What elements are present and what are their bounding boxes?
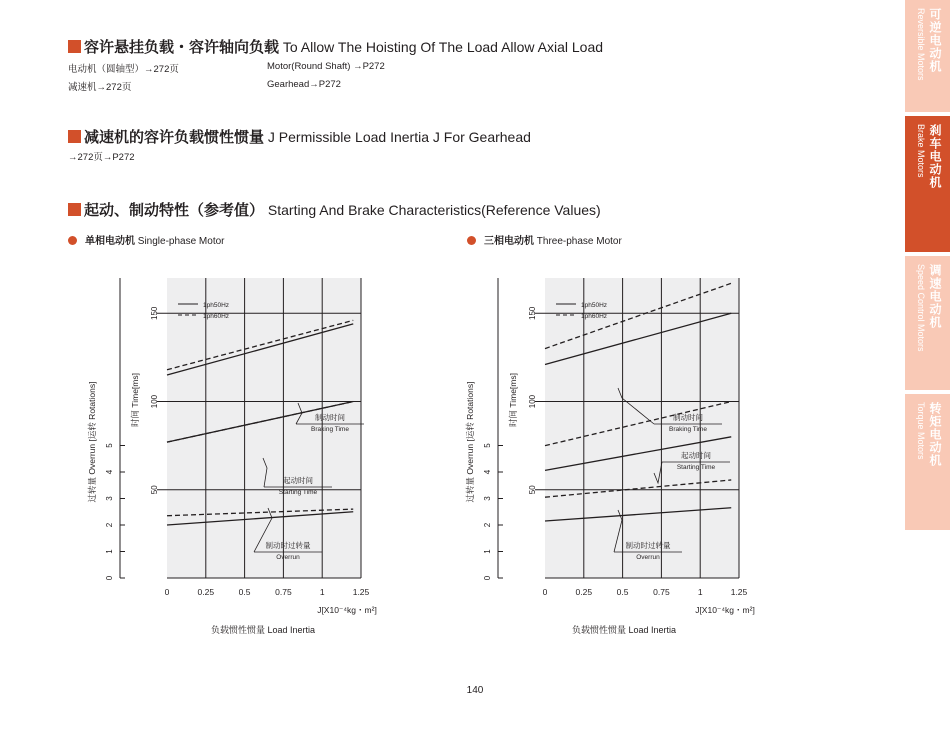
y-tick-label-time: 50 xyxy=(150,485,159,495)
y-tick-label-rotations: 3 xyxy=(483,496,492,501)
plot-area xyxy=(545,278,739,578)
annotation-braking-time-en: Braking Time xyxy=(669,426,707,433)
bullet-dot-icon xyxy=(467,236,476,245)
chart-three-svg xyxy=(458,270,808,650)
annotation-starting-time-cn: 起动时间 xyxy=(283,476,313,485)
x-tick-label: 0.5 xyxy=(238,587,251,597)
side-tab-torque[interactable]: 转矩电动机 Torque Motors xyxy=(905,394,950,530)
x-tick-label: 0.75 xyxy=(653,587,670,597)
x-tick-label: 1.25 xyxy=(352,587,370,597)
ref-motor-cn: 电动机（圆轴型）→272页 xyxy=(68,64,179,75)
x-tick-label: 0.25 xyxy=(575,587,593,597)
y-tick-label-rotations: 1 xyxy=(483,549,492,554)
y-tick-label-time: 100 xyxy=(528,394,537,409)
y-axis-title-time: 时间 Time[ms] xyxy=(130,373,140,427)
side-tab-brake[interactable]: 刹车电动机 Brake Motors xyxy=(905,116,950,252)
x-axis-title: 负载惯性惯量 Load Inertia xyxy=(571,625,677,635)
single-phase-label: 单相电动机 Single-phase Motor xyxy=(68,232,225,247)
x-tick-label: 0 xyxy=(542,587,548,597)
y-tick-label-rotations: 1 xyxy=(105,549,114,554)
side-tab-reversible[interactable]: 可逆电动机 Reversible Motors xyxy=(905,0,950,112)
side-tab-speed-control[interactable]: 调速电动机 Speed Control Motors xyxy=(905,256,950,390)
legend-label-50hz: 1ph50Hz xyxy=(203,302,230,309)
ref-inertia: →272页→P272 xyxy=(68,152,135,163)
x-tick-label: 0.25 xyxy=(197,587,215,597)
ref-gearhead-en: Gearhead→P272 xyxy=(267,79,341,90)
section-title-load: 容许悬挂负载・容许轴向负载 To Allow The Hoisting Of The Load Allow Axial Load xyxy=(68,36,603,57)
three-phase-label: 三相电动机 Three-phase Motor xyxy=(467,232,622,247)
x-tick-label: 0 xyxy=(164,587,170,597)
x-tick-label: 1.25 xyxy=(730,587,748,597)
legend-label-60hz: 1ph60Hz xyxy=(581,313,608,320)
page-number: 140 xyxy=(466,685,484,696)
chart-three-phase xyxy=(458,270,808,650)
annotation-starting-time-cn: 起动时间 xyxy=(681,451,711,460)
x-tick-label: 1 xyxy=(697,587,703,597)
chart-single-svg xyxy=(80,270,430,650)
x-axis-title: 负载惯性惯量 Load Inertia xyxy=(210,625,316,635)
y-tick-label-rotations: 0 xyxy=(483,575,492,581)
chart-single-phase xyxy=(80,270,430,650)
y-tick-label-rotations: 3 xyxy=(105,496,114,501)
y-axis-title-rotations: 过转量 Overrun [运转 Rotations] xyxy=(465,381,475,503)
y-tick-label-rotations: 0 xyxy=(105,575,114,581)
y-axis-title-rotations: 过转量 Overrun [运转 Rotations] xyxy=(87,381,97,503)
legend-label-60hz: 1ph60Hz xyxy=(203,313,230,320)
x-axis-unit: J[X10⁻⁴kg・m²] xyxy=(317,605,377,615)
y-tick-label-time: 100 xyxy=(150,394,159,409)
y-tick-label-time: 150 xyxy=(528,306,537,320)
annotation-overrun-cn: 制动时过转量 xyxy=(265,541,311,550)
ref-gearhead-cn: 减速机→272页 xyxy=(68,82,132,93)
orange-square-icon xyxy=(68,203,81,216)
annotation-braking-time-cn: 制动时间 xyxy=(673,413,703,422)
y-tick-label-rotations: 4 xyxy=(483,469,492,475)
y-tick-label-rotations: 2 xyxy=(105,522,114,528)
annotation-overrun-cn: 制动时过转量 xyxy=(625,541,671,550)
x-tick-label: 1 xyxy=(319,587,325,597)
legend-label-50hz: 1ph50Hz xyxy=(581,302,608,309)
y-tick-label-rotations: 5 xyxy=(483,443,492,448)
annotation-overrun-en: Overrun xyxy=(276,554,300,561)
y-tick-label-rotations: 4 xyxy=(105,469,114,475)
x-axis-unit: J[X10⁻⁴kg・m²] xyxy=(695,605,755,615)
annotation-overrun-en: Overrun xyxy=(636,554,660,561)
orange-square-icon xyxy=(68,130,81,143)
x-tick-label: 0.5 xyxy=(616,587,629,597)
y-axis-title-time: 时间 Time[ms] xyxy=(508,373,518,427)
annotation-braking-time-cn: 制动时间 xyxy=(315,413,345,422)
bullet-dot-icon xyxy=(68,236,77,245)
section-title-starting: 起动、制动特性（参考值） Starting And Brake Characteristics(Reference Values) xyxy=(68,199,601,220)
annotation-starting-time-en: Starting Time xyxy=(278,489,318,496)
y-tick-label-time: 150 xyxy=(150,306,159,320)
ref-motor-en: Motor(Round Shaft) →P272 xyxy=(267,61,385,72)
annotation-braking-time-en: Braking Time xyxy=(311,426,349,433)
orange-square-icon xyxy=(68,40,81,53)
y-tick-label-time: 50 xyxy=(528,485,537,495)
annotation-starting-time-en: Starting Time xyxy=(676,464,716,471)
y-tick-label-rotations: 5 xyxy=(105,443,114,448)
x-tick-label: 0.75 xyxy=(275,587,292,597)
section-title-inertia: 减速机的容许负载惯性惯量 J Permissible Load Inertia J For Gearhead xyxy=(68,126,531,147)
y-tick-label-rotations: 2 xyxy=(483,522,492,528)
